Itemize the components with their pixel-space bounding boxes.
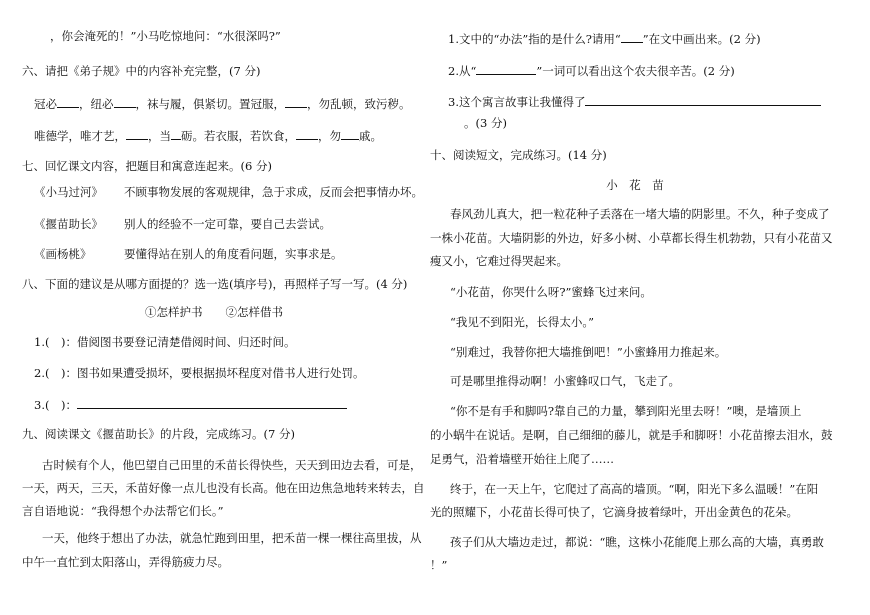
dizigui-line-2	[34, 127, 382, 144]
section-6-heading: 六、请把《弟子规》中的内容补充完整，(7 分)	[22, 64, 261, 78]
passage-9-line-5: 中午一直忙到太阳落山，弄得筋疲力尽。	[22, 555, 229, 569]
passage-9-line-4: 一天，他终于想出了办法，就急忙跑到田里，把禾苗一棵一棵往高里拔，从	[42, 531, 422, 545]
question-9-1	[448, 30, 761, 47]
match-meaning-3[interactable]: 要懂得站在别人的角度看问题，实事求是。	[124, 247, 343, 261]
section-10-heading: 十、阅读短文，完成练习。(14 分)	[430, 148, 607, 162]
dizigui-line-2-blank-2[interactable]	[171, 127, 181, 140]
suggestion-2[interactable]: 2.( )：图书如果遭受损坏，要根据损坏程度对借书人进行处罚。	[34, 366, 365, 380]
suggestion-3-label: 3.( )：	[34, 398, 77, 412]
question-9-2-answer-line[interactable]	[476, 62, 536, 75]
question-9-1-text-a: 1.文中的“办法”指的是什么?请用“	[448, 32, 621, 46]
dizigui-line-1-blank-1[interactable]	[57, 95, 79, 108]
dizigui-line-1-blank-3[interactable]	[285, 95, 307, 108]
suggestion-3[interactable]	[34, 396, 347, 413]
story-end-line: ，你会淹死的！”小马吃惊地问：“水很深吗?”	[50, 29, 281, 43]
match-meaning-2[interactable]: 别人的经验不一定可靠，要自己去尝试。	[124, 217, 331, 231]
dizigui-line-2-blank-3[interactable]	[296, 127, 318, 140]
match-meaning-1[interactable]: 不顾事物发展的客观规律，急于求成，反而会把事情办坏。	[124, 185, 423, 199]
dizigui-line-2-text-4: ，勿	[318, 129, 341, 143]
dizigui-line-1	[34, 95, 411, 112]
question-9-3-text: 3.这个寓言故事让我懂得了	[448, 95, 586, 109]
dizigui-line-1-text-2: ，纽必	[79, 97, 114, 111]
story-line-2: 一株小花苗。大墙阴影的外边，好多小树、小草都长得生机勃勃，只有小花苗又	[430, 231, 833, 245]
dizigui-line-2-text-3: 砺。若衣服，若饮食，	[181, 129, 296, 143]
story-line-14: ！”	[430, 558, 448, 572]
dizigui-line-2-blank-1[interactable]	[126, 127, 148, 140]
dizigui-line-1-text-4: ，勿乱顿，致污秽。	[307, 97, 411, 111]
story-line-13: 孩子们从大墙边走过，都说：“瞧，这株小花能爬上那么高的大墙，真勇敢	[450, 535, 824, 549]
question-9-1-text-b: ”在文中画出来。(2 分)	[642, 32, 761, 46]
dizigui-line-2-text-1: 唯德学，唯才艺，	[34, 129, 126, 143]
story-line-8: “你不是有手和脚吗?靠自己的力量，攀到阳光里去呀！”噢，是墙顶上	[450, 404, 802, 418]
question-9-3	[448, 93, 821, 110]
match-title-2[interactable]: 《揠苗助长》	[34, 217, 103, 231]
option-legend: ①怎样护书 ②怎样借书	[145, 305, 283, 319]
dizigui-line-1-text-1: 冠必	[34, 97, 57, 111]
suggestion-1[interactable]: 1.( )：借阅图书要登记清楚借阅时间、归还时间。	[34, 335, 296, 349]
story-title: 小 花 苗	[606, 178, 664, 192]
question-9-2-text-b: ”一词可以看出这个农夫很辛苦。(2 分)	[536, 64, 735, 78]
story-line-6: “别难过，我替你把大墙推倒吧！”小蜜蜂用力推起来。	[450, 345, 727, 359]
story-line-11: 终于，在一天上午，它爬过了高高的墙顶。“啊，阳光下多么温暖！”在阳	[450, 482, 819, 496]
section-8-heading: 八、下面的建议是从哪方面提的？选一选(填序号)，再照样子写一写。(4 分)	[22, 277, 408, 291]
story-line-4: “小花苗，你哭什么呀?”蜜蜂飞过来问。	[450, 285, 652, 299]
passage-9-line-1: 古时候有个人，他巴望自己田里的禾苗长得快些，天天到田边去看，可是，	[42, 458, 422, 472]
story-line-9: 的小蜗牛在说话。是啊，自己细细的藤儿，就是手和脚呀！小花苗擦去泪水，鼓	[430, 428, 833, 442]
section-9-heading: 九、阅读课文《揠苗助长》的片段，完成练习。(7 分)	[22, 427, 295, 441]
question-9-1-mark-sample	[621, 30, 643, 43]
passage-9-line-3: 言自语地说：“我得想个办法帮它们长。”	[22, 504, 224, 518]
question-9-3-answer-line[interactable]	[585, 93, 821, 106]
suggestion-3-answer-line[interactable]	[77, 396, 347, 409]
question-9-3-score: 。(3 分)	[464, 116, 507, 130]
story-line-7: 可是哪里推得动啊！小蜜蜂叹口气，飞走了。	[450, 374, 680, 388]
dizigui-line-2-text-5: 戚。	[359, 129, 382, 143]
dizigui-line-2-text-2: ，当	[148, 129, 171, 143]
dizigui-line-1-blank-2[interactable]	[114, 95, 136, 108]
dizigui-line-1-text-3: ，袜与履，俱紧切。置冠服，	[135, 97, 285, 111]
dizigui-line-2-blank-4[interactable]	[341, 127, 359, 140]
story-line-3: 瘦又小，它难过得哭起来。	[430, 254, 568, 268]
match-title-1[interactable]: 《小马过河》	[34, 185, 103, 199]
story-line-10: 足勇气，沿着墙壁开始往上爬了……	[430, 452, 614, 466]
question-9-2-text-a: 2.从“	[448, 64, 477, 78]
passage-9-line-2: 一天，两天，三天，禾苗好像一点儿也没有长高。他在田边焦急地转来转去，自	[22, 481, 425, 495]
story-line-1: 春风劲儿真大，把一粒花种子丢落在一堵大墙的阴影里。不久，种子变成了	[450, 207, 830, 221]
story-line-12: 光的照耀下，小花苗长得可快了，它滴身披着绿叶，开出金黄色的花朵。	[430, 505, 798, 519]
match-title-3[interactable]: 《画杨桃》	[34, 247, 92, 261]
section-7-heading: 七、回忆课文内容，把题目和寓意连起来。(6 分)	[22, 159, 272, 173]
question-9-2	[448, 62, 735, 79]
story-line-5: “我见不到阳光，长得太小。”	[450, 315, 595, 329]
